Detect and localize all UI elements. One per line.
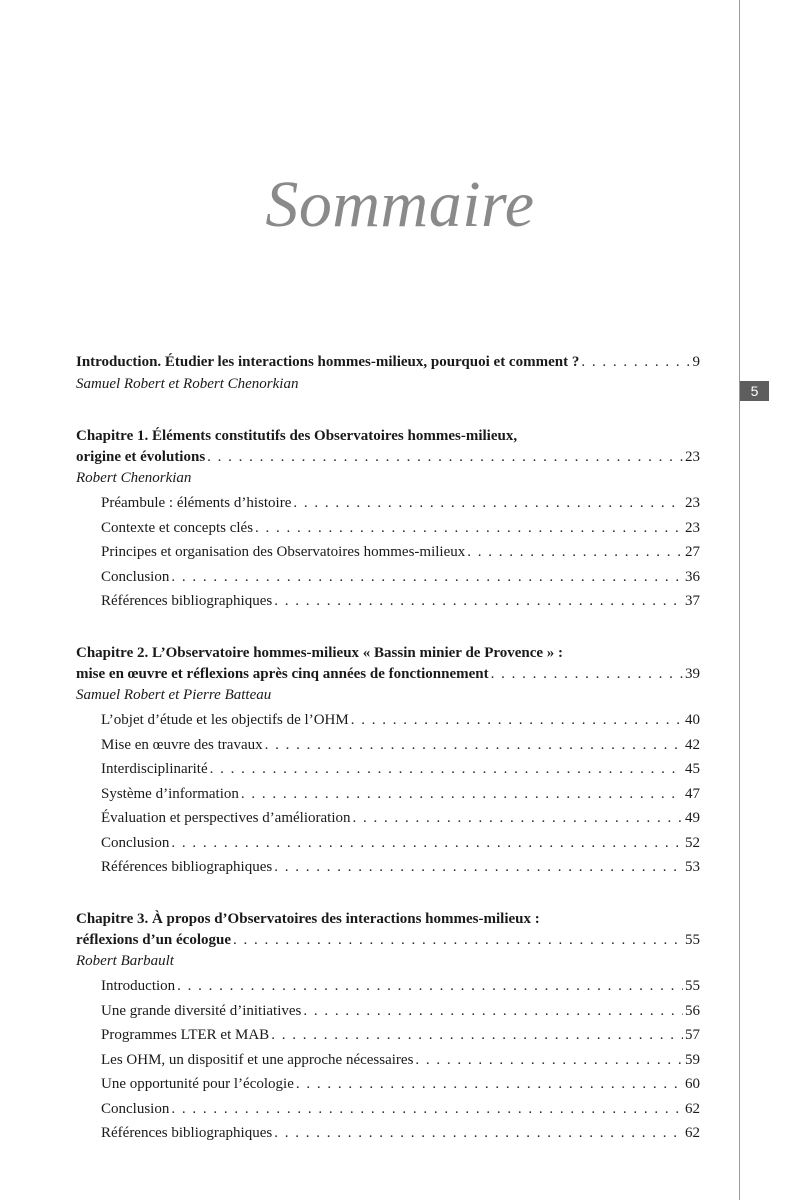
dot-leader xyxy=(171,565,683,590)
toc-page-number: 57 xyxy=(685,1027,700,1043)
dot-leader xyxy=(351,708,683,733)
toc-section[interactable] xyxy=(76,491,700,516)
toc-page-number: 52 xyxy=(685,834,700,851)
toc-section-label: Conclusion xyxy=(101,1100,170,1117)
toc-section[interactable] xyxy=(76,974,700,999)
toc-author: Robert Chenorkian xyxy=(76,470,192,486)
toc-section-label: L’objet d’étude et les objectifs de l’OHM xyxy=(101,712,349,728)
toc-page-number: 47 xyxy=(685,785,700,802)
toc-section[interactable] xyxy=(76,516,700,541)
toc-page-number: 53 xyxy=(685,859,700,875)
toc-author: Samuel Robert et Robert Chenorkian xyxy=(76,375,299,392)
dot-leader xyxy=(207,445,683,470)
dot-leader xyxy=(296,1072,683,1097)
toc-section-label: Système d’information xyxy=(101,785,239,802)
toc-section[interactable] xyxy=(76,806,700,831)
dot-leader xyxy=(255,516,683,541)
toc-section-label: Conclusion xyxy=(101,568,170,585)
toc-section-label: Conclusion xyxy=(101,834,170,851)
toc-page-number: 55 xyxy=(685,978,700,994)
toc-section[interactable] xyxy=(76,565,700,590)
toc-page-number: 62 xyxy=(685,1125,700,1141)
chapter-1-entry[interactable] xyxy=(76,445,700,470)
toc-author: Robert Barbault xyxy=(76,953,174,969)
toc-page-number: 56 xyxy=(685,1002,700,1019)
dot-leader xyxy=(303,999,683,1024)
page-number-tab: 5 xyxy=(740,381,769,401)
toc-section-label: Contexte et concepts clés xyxy=(101,519,254,536)
toc-page-number: 37 xyxy=(685,593,700,609)
toc-page-number: 49 xyxy=(685,810,700,826)
toc-section[interactable] xyxy=(76,1023,700,1048)
toc-heading: mise en œuvre et réflexions après cinq années de fonctionnement xyxy=(76,665,489,682)
toc-page-number: 59 xyxy=(685,1051,700,1068)
toc-section[interactable] xyxy=(76,855,700,880)
chapter-2-heading[interactable]: Chapitre 2. L’Observatoire hommes-milieux « Bassin minier de Provence » : xyxy=(76,644,564,661)
toc-section[interactable] xyxy=(76,1097,700,1122)
dot-leader xyxy=(177,974,683,999)
toc-section-label: Références bibliographiques xyxy=(101,593,273,609)
dot-leader xyxy=(265,733,683,758)
dot-leader xyxy=(353,806,684,831)
toc-section-label: Programmes LTER et MAB xyxy=(101,1027,270,1043)
toc-section[interactable] xyxy=(76,782,700,807)
dot-leader xyxy=(233,928,683,953)
toc-heading: origine et évolutions xyxy=(76,448,206,465)
toc-heading: réflexions d’un écologue xyxy=(76,931,231,948)
toc-page-number: 55 xyxy=(685,931,700,948)
toc-page-number: 62 xyxy=(685,1100,700,1117)
toc-section-label: Les OHM, un dispositif et une approche nécessaires xyxy=(101,1051,414,1068)
toc-section[interactable] xyxy=(76,1048,700,1073)
toc-page-number: 23 xyxy=(685,495,700,511)
dot-leader xyxy=(274,855,683,880)
dot-leader xyxy=(274,1121,683,1146)
toc-section-label: Une opportunité pour l’écologie xyxy=(101,1076,294,1092)
page-title: Sommaire xyxy=(265,168,535,241)
toc-section-label: Une grande diversité d’initiatives xyxy=(101,1002,302,1019)
toc-page-number: 60 xyxy=(685,1076,700,1092)
dot-leader xyxy=(491,662,683,687)
toc-section-label: Introduction xyxy=(101,978,176,994)
toc-section[interactable] xyxy=(76,1072,700,1097)
toc-section-label: Principes et organisation des Observatoires hommes-milieux xyxy=(101,544,466,560)
toc-section-label: Références bibliographiques xyxy=(101,1125,273,1141)
toc-section-label: Évaluation et perspectives d’amélioration xyxy=(101,810,351,826)
dot-leader xyxy=(467,540,683,565)
toc-page-number: 45 xyxy=(685,761,700,777)
dot-leader xyxy=(293,491,683,516)
toc-section[interactable] xyxy=(76,1121,700,1146)
toc-page-number: 27 xyxy=(685,544,700,560)
toc-page-number: 23 xyxy=(685,448,700,465)
chapter-3-heading[interactable]: Chapitre 3. À propos d’Observatoires des interactions hommes-milieux : xyxy=(76,910,540,927)
dot-leader xyxy=(171,1097,683,1122)
toc-section-label: Références bibliographiques xyxy=(101,859,273,875)
toc-section[interactable] xyxy=(76,831,700,856)
toc-section-label: Préambule : éléments d’histoire xyxy=(101,495,292,511)
table-of-contents xyxy=(76,350,700,1146)
chapter-1-heading[interactable]: Chapitre 1. Éléments constitutifs des Observatoires hommes-milieux, xyxy=(76,427,518,444)
toc-section-label: Interdisciplinarité xyxy=(101,761,208,777)
toc-section[interactable] xyxy=(76,589,700,614)
toc-page-number: 9 xyxy=(692,354,700,370)
chapter-3-entry[interactable] xyxy=(76,928,700,953)
dot-leader xyxy=(171,831,683,856)
toc-heading: Introduction. Étudier les interactions hommes-milieux, pourquoi et comment ? xyxy=(76,354,580,370)
toc-section[interactable] xyxy=(76,540,700,565)
toc-entry-introduction[interactable] xyxy=(76,350,700,375)
toc-section-label: Mise en œuvre des travaux xyxy=(101,736,263,753)
toc-page-number: 23 xyxy=(685,519,700,536)
dot-leader xyxy=(210,757,683,782)
dot-leader xyxy=(271,1023,683,1048)
toc-section[interactable] xyxy=(76,733,700,758)
chapter-2-entry[interactable] xyxy=(76,662,700,687)
toc-section[interactable] xyxy=(76,708,700,733)
toc-page-number: 39 xyxy=(685,665,700,682)
toc-author: Samuel Robert et Pierre Batteau xyxy=(76,687,272,703)
toc-page-number: 36 xyxy=(685,568,700,585)
dot-leader xyxy=(241,782,683,807)
toc-section[interactable] xyxy=(76,757,700,782)
dot-leader xyxy=(274,589,683,614)
toc-section[interactable] xyxy=(76,999,700,1024)
dot-leader xyxy=(415,1048,683,1073)
toc-page-number: 40 xyxy=(685,712,700,728)
dot-leader xyxy=(581,350,690,375)
toc-page-number: 42 xyxy=(685,736,700,753)
